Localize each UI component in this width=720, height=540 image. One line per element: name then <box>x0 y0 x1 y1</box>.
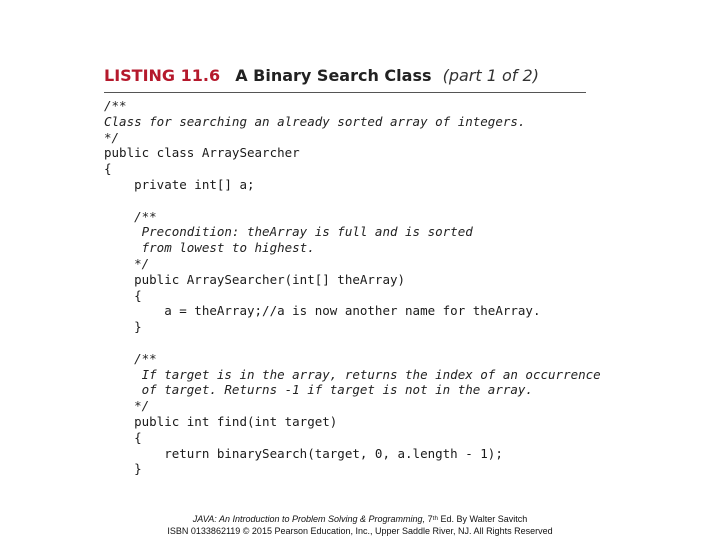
code-line <box>104 335 601 351</box>
footer-copyright: ISBN 0133862119 © 2015 Pearson Education, Inc., Upper Saddle River, NJ. All Rights Reserved <box>167 526 553 536</box>
code-line: public int find(int target) <box>104 413 338 429</box>
code-line: */ <box>104 398 150 414</box>
code-line: Precondition: theArray is full and is sorted <box>104 224 473 240</box>
listing-title: A Binary Search Class <box>235 66 432 85</box>
code-line: Class for searching an already sorted array of integers. <box>104 113 526 129</box>
code-line: If target is in the array, returns the index of an occurrence <box>104 366 601 382</box>
code-line: */ <box>104 255 150 271</box>
code-line: of target. Returns -1 if target is not in the array. <box>104 382 533 398</box>
footer-edition: 7ᵗʰ Ed. By Walter Savitch <box>425 514 528 524</box>
code-line: { <box>104 429 142 445</box>
code-line: private int[] a; <box>104 176 255 192</box>
code-line: */ <box>104 129 120 145</box>
code-line: { <box>104 161 112 177</box>
code-line: return binarySearch(target, 0, a.length - 1); <box>104 445 503 461</box>
listing-number: LISTING 11.6 <box>104 66 221 85</box>
footer-book-title: JAVA: An Introduction to Problem Solving & Programming, <box>192 514 426 524</box>
code-listing <box>104 98 601 477</box>
code-line: public class ArraySearcher <box>104 145 300 161</box>
code-line: { <box>104 287 142 303</box>
code-line: /** <box>104 98 127 113</box>
listing-header <box>104 66 586 93</box>
listing-part: (part 1 of 2) <box>442 66 539 85</box>
code-line: a = theArray;//a is now another name for theArray. <box>104 303 541 319</box>
code-line: /** <box>104 350 157 366</box>
code-line <box>104 193 601 209</box>
code-line: from lowest to highest. <box>104 240 315 256</box>
code-line: public ArraySearcher(int[] theArray) <box>104 271 406 287</box>
code-line: /** <box>104 208 157 224</box>
code-line: } <box>104 461 142 477</box>
footer-citation <box>0 514 720 524</box>
code-line: } <box>104 319 142 335</box>
